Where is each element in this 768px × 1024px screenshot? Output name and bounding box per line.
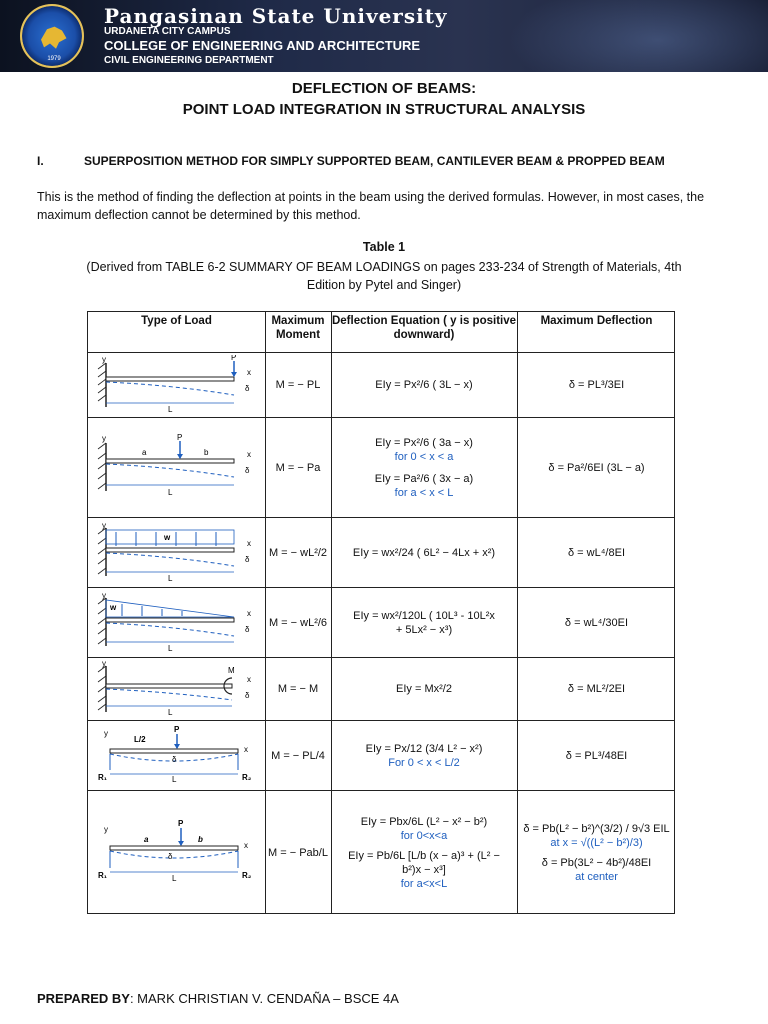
svg-text:x: x [246,538,251,548]
svg-text:a: a [143,835,148,844]
max-moment-value: M = − Pab/L [268,847,328,859]
center-deflection-value: δ = Pb(3L² − 4b²)/48EI [541,857,652,869]
svg-text:δ: δ [167,852,172,861]
deflection-location: at x = √((L² − b²)/3) [550,837,643,849]
svg-text:δ: δ [244,554,249,564]
svg-text:δ: δ [171,754,176,764]
svg-text:b: b [203,447,208,457]
svg-text:w: w [163,532,170,542]
max-deflection-value: δ = ML²/2EI [567,683,626,695]
svg-text:b: b [197,835,203,844]
max-deflection-value: δ = Pa²/6EI (3L − a) [548,461,645,474]
diagram-cantilever-triangular-load [88,588,265,657]
svg-text:L/2: L/2 [133,734,146,744]
max-moment-value: M = − Pa [275,461,321,474]
svg-text:x: x [246,368,251,377]
svg-text:x: x [246,675,251,684]
deflection-equation: EIy = wx²/120L ( 10L³ - 10L²x [353,609,495,622]
document-title-line1: DEFLECTION OF BEAMS: [291,80,477,97]
max-deflection-value: δ = PL³/48EI [565,749,628,762]
equation-range: For 0 < x < L/2 [388,756,460,769]
table-row [88,588,676,657]
svg-text:R₁: R₁ [97,871,107,880]
svg-text:M: M [227,666,235,675]
deflection-equation: EIy = Pa²/6 ( 3x − a) [374,472,474,485]
header-deflection-equation: Deflection Equation ( y is positive downward) [331,315,517,341]
max-deflection-value: δ = wL⁴/8EI [567,546,625,559]
max-moment-value: M = − PL [275,379,321,391]
deflection-equation: EIy = Px/12 (3/4 L² − x²) [365,742,483,755]
campus-name: URDANETA CITY CAMPUS [104,26,231,37]
svg-text:y: y [101,521,106,530]
svg-text:y: y [103,728,108,738]
intro-paragraph: This is the method of finding the deflection at points in the beam using the derived formulas. However, in most cases, the maximum deflection cannot be determined by this method. [37,190,705,222]
svg-text:R₁: R₁ [97,772,107,782]
diagram-cantilever-uniform-load [88,518,265,587]
university-name: Pangasinan State University [104,4,448,28]
svg-text:P: P [176,432,182,442]
svg-text:L: L [171,874,176,883]
header-type-of-load: Type of Load [141,315,212,327]
svg-text:L: L [167,708,172,717]
svg-text:δ: δ [244,384,249,393]
svg-text:δ: δ [244,624,249,634]
equation-range: for a < x < L [394,486,454,499]
svg-text:P: P [177,819,183,828]
deflection-equation: EIy = Px²/6 ( 3a − x) [375,436,473,449]
svg-text:P: P [230,355,236,362]
deflection-equation: EIy = Pb/6L [L/b (x − a)³ + (L² − [348,850,500,862]
prepared-by-name: : MARK CHRISTIAN V. CENDAÑA – BSCE 4A [129,991,399,1006]
svg-text:y: y [101,660,106,668]
svg-text:δ: δ [244,465,249,475]
svg-text:x: x [246,449,251,459]
max-moment-value: M = − wL²/6 [268,616,328,629]
deflection-location: at center [575,871,618,883]
svg-text:L: L [167,643,172,653]
svg-text:y: y [101,433,106,443]
deflection-equation: EIy = Pbx/6L (L² − x² − b²) [360,816,488,828]
diagram-cantilever-end-point-load [88,353,265,417]
svg-text:L: L [167,405,172,414]
svg-text:x: x [243,841,248,850]
deflection-equation-cont: b²)x − x³] [402,864,446,876]
svg-text:R₂: R₂ [241,772,251,782]
svg-text:y: y [101,591,106,600]
header-max-moment: Maximum Moment [271,315,325,341]
svg-text:δ: δ [244,691,249,700]
max-deflection-value: δ = Pb(L² − b²)^(3/2) / 9√3 EIL [523,823,670,835]
svg-text:a: a [141,447,146,457]
university-seal-icon: 1979 [20,4,84,68]
max-moment-value: M = − wL²/2 [268,546,328,559]
equation-range: for 0 < x < a [394,450,454,463]
document-title-line2: POINT LOAD INTEGRATION IN STRUCTURAL ANALYSIS [182,101,586,118]
section-title: SUPERPOSITION METHOD FOR SIMPLY SUPPORTED BEAM, CANTILEVER BEAM & PROPPED BEAM [84,154,665,168]
table-row [88,791,676,915]
table-row [88,418,676,517]
max-deflection-value: δ = PL³/3EI [568,379,625,391]
svg-text:w: w [109,602,116,612]
table-row [88,658,676,720]
diagram-cantilever-intermediate-point-load [88,418,265,517]
department-name: CIVIL ENGINEERING DEPARTMENT [104,55,274,66]
table-caption: (Derived from TABLE 6-2 SUMMARY OF BEAM LOADINGS on pages 233-234 of Strength of Materials, 4th Edition by Pytel and Singer) [86,260,682,292]
svg-text:L: L [167,487,172,497]
max-moment-value: M = − PL/4 [271,749,325,762]
table-title: Table 1 [362,240,406,254]
prepared-by-label: PREPARED BY [37,991,130,1006]
svg-text:y: y [101,355,106,364]
svg-text:P: P [173,724,179,734]
college-name: COLLEGE OF ENGINEERING AND ARCHITECTURE [104,38,421,53]
svg-text:y: y [103,825,108,834]
max-deflection-value: δ = wL⁴/30EI [564,616,629,629]
header-banner [0,0,768,72]
section-number: I. [37,154,44,168]
diagram-simple-beam-offset-load [88,791,265,915]
deflection-equation-cont: + 5Lx² − x³) [395,623,453,636]
equation-range: for a<x<L [400,878,448,890]
svg-text:x: x [246,608,251,618]
equation-range: for 0<x<a [400,830,448,842]
deflection-equation: EIy = Px²/6 ( 3L − x) [375,379,473,391]
svg-text:L: L [167,573,172,583]
beam-deflection-table [87,311,675,914]
deflection-equation: EIy = wx²/24 ( 6L² − 4Lx + x²) [352,546,496,559]
diagram-simple-beam-center-load [88,721,265,790]
deflection-equation: EIy = Mx²/2 [396,683,452,695]
table-row [88,518,676,587]
header-max-deflection: Maximum Deflection [540,315,653,327]
svg-text:R₂: R₂ [241,871,251,880]
svg-text:L: L [171,774,176,784]
prepared-by [37,991,399,1006]
max-moment-value: M = − M [277,683,319,695]
svg-text:x: x [243,744,248,754]
table-row [88,721,676,790]
table-row [88,353,676,417]
diagram-cantilever-end-moment [88,658,265,720]
